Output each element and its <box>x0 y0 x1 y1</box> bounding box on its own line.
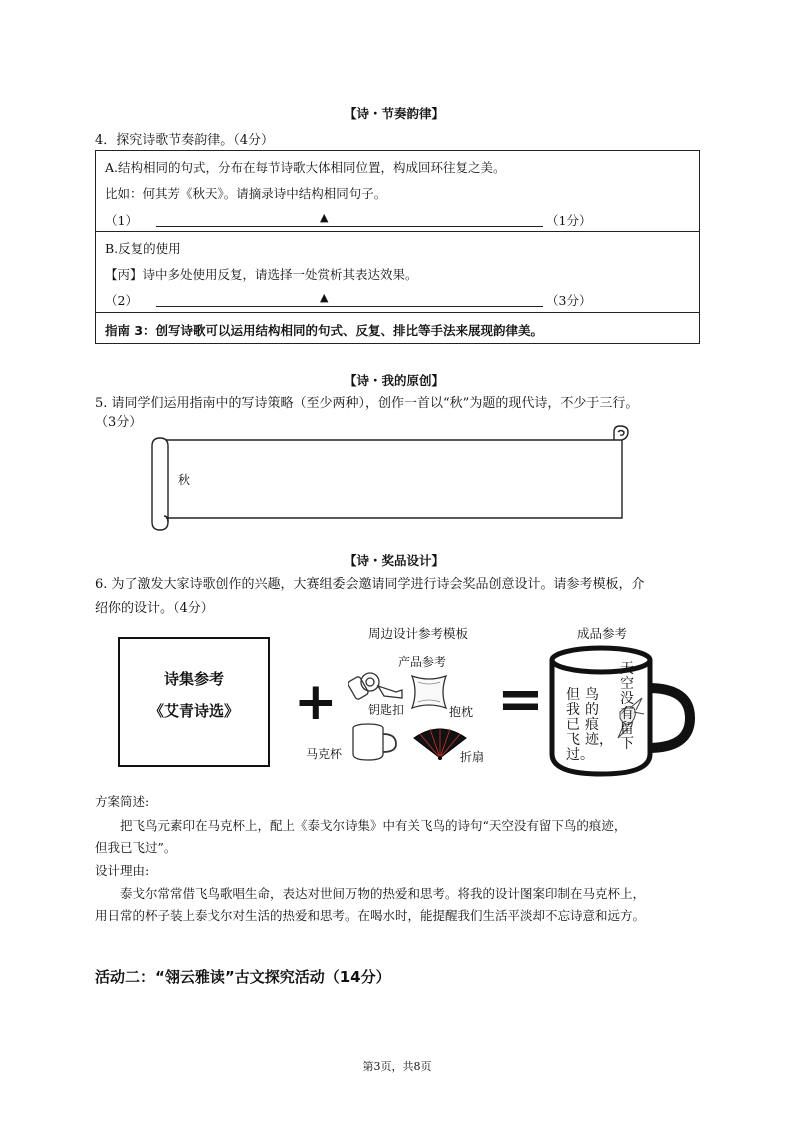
divider <box>96 312 699 313</box>
question-4-table <box>95 150 700 344</box>
reason-label: 设计理由: <box>95 863 150 878</box>
product-title: 产品参考 <box>398 655 447 669</box>
question-5-stem-line2: （3分） <box>95 415 143 430</box>
plan-label: 方案简述: <box>95 794 150 809</box>
poetry-book-name: 《艾青诗选》 <box>148 702 239 720</box>
q4-b-answer-line[interactable] <box>156 306 543 307</box>
divider <box>96 231 699 232</box>
q4-a-answer-line[interactable] <box>156 226 543 227</box>
section-title-rhythm: 【诗・节奏韵律】 <box>344 106 445 121</box>
q4-b-score: （3分） <box>546 293 592 308</box>
plan-text-line2: 但我已飞过”。 <box>95 840 177 855</box>
q4-a-line1: A.结构相同的句式，分布在每节诗歌大体相同位置，构成回环往复之美。 <box>105 160 506 175</box>
question-6-stem-line2: 绍你的设计。（4分） <box>95 601 214 616</box>
mug-label: 马克杯 <box>306 747 343 761</box>
guide-3: 指南 3：创写诗歌可以运用结构相同的句式、反复、排比等手法来展现韵律美。 <box>105 323 544 338</box>
q4-b-triangle-marker: ▲ <box>320 291 329 304</box>
question-6-stem-line1: 6. 为了激发大家诗歌创作的兴趣，大赛组委会邀请同学进行诗会奖品创意设计。请参考模板，介 <box>95 577 645 592</box>
plus-sign: + <box>294 672 338 732</box>
equals-sign: = <box>497 667 544 732</box>
q4-b-line2: 【丙】诗中多处使用反复，请选择一处赏析其表达效果。 <box>105 267 418 282</box>
section-title-original: 【诗・我的原创】 <box>344 373 445 388</box>
q4-a-score: （1分） <box>546 213 592 228</box>
q4-a-blank-number: （1） <box>105 213 138 228</box>
page-footer: 第3页，共8页 <box>362 1060 432 1073</box>
q4-b-blank-number: （2） <box>105 293 138 308</box>
keychain-label: 钥匙扣 <box>368 703 405 717</box>
section-title-prize: 【诗・奖品设计】 <box>344 553 445 568</box>
q4-b-line1: B.反复的使用 <box>105 241 181 256</box>
result-title: 成品参考 <box>577 626 628 641</box>
q4-a-triangle-marker: ▲ <box>320 211 329 224</box>
reason-text-line2: 用日常的杯子装上泰戈尔对生活的热爱和思考。在喝水时，能提醒我们生活平淡却不忘诗意和远方。 <box>95 908 646 923</box>
plan-text-line1: 把飞鸟元素印在马克杯上，配上《泰戈尔诗集》中有关飞鸟的诗句“天空没有留下鸟的痕迹， <box>120 818 627 833</box>
peripheral-title: 周边设计参考模板 <box>368 626 469 641</box>
question-4-stem: 4．探究诗歌节奏韵律。（4分） <box>95 133 275 148</box>
mug-poem-col1: 天空没有留下 <box>620 661 634 752</box>
poetry-book-title: 诗集参考 <box>163 670 224 688</box>
question-5-stem-line1: 5. 请同学们运用指南中的写诗策略（至少两种），创作一首以“秋”为题的现代诗，不少于三行。 <box>95 396 639 411</box>
q4-a-line2: 比如：何其芳《秋天》。请摘录诗中结构相同句子。 <box>105 186 387 201</box>
mug-poem-col3: 但我已飞过。 <box>566 687 594 763</box>
scroll-title: 秋 <box>178 473 191 487</box>
scroll-answer-area[interactable] <box>148 422 638 534</box>
activity-2-heading: 活动二：“翎云雅读”古文探究活动（14分） <box>95 968 391 986</box>
pillow-icon <box>408 672 450 712</box>
fan-label: 折扇 <box>460 750 485 764</box>
pillow-label: 抱枕 <box>449 705 474 719</box>
mug-icon <box>350 720 400 764</box>
reason-text-line1: 泰戈尔常常借飞鸟歌唱生命，表达对世间万物的热爱和思考。将我的设计图案印制在马克杯上， <box>120 886 646 901</box>
mug-poem-col2: 鸟的痕迹， <box>585 687 613 748</box>
